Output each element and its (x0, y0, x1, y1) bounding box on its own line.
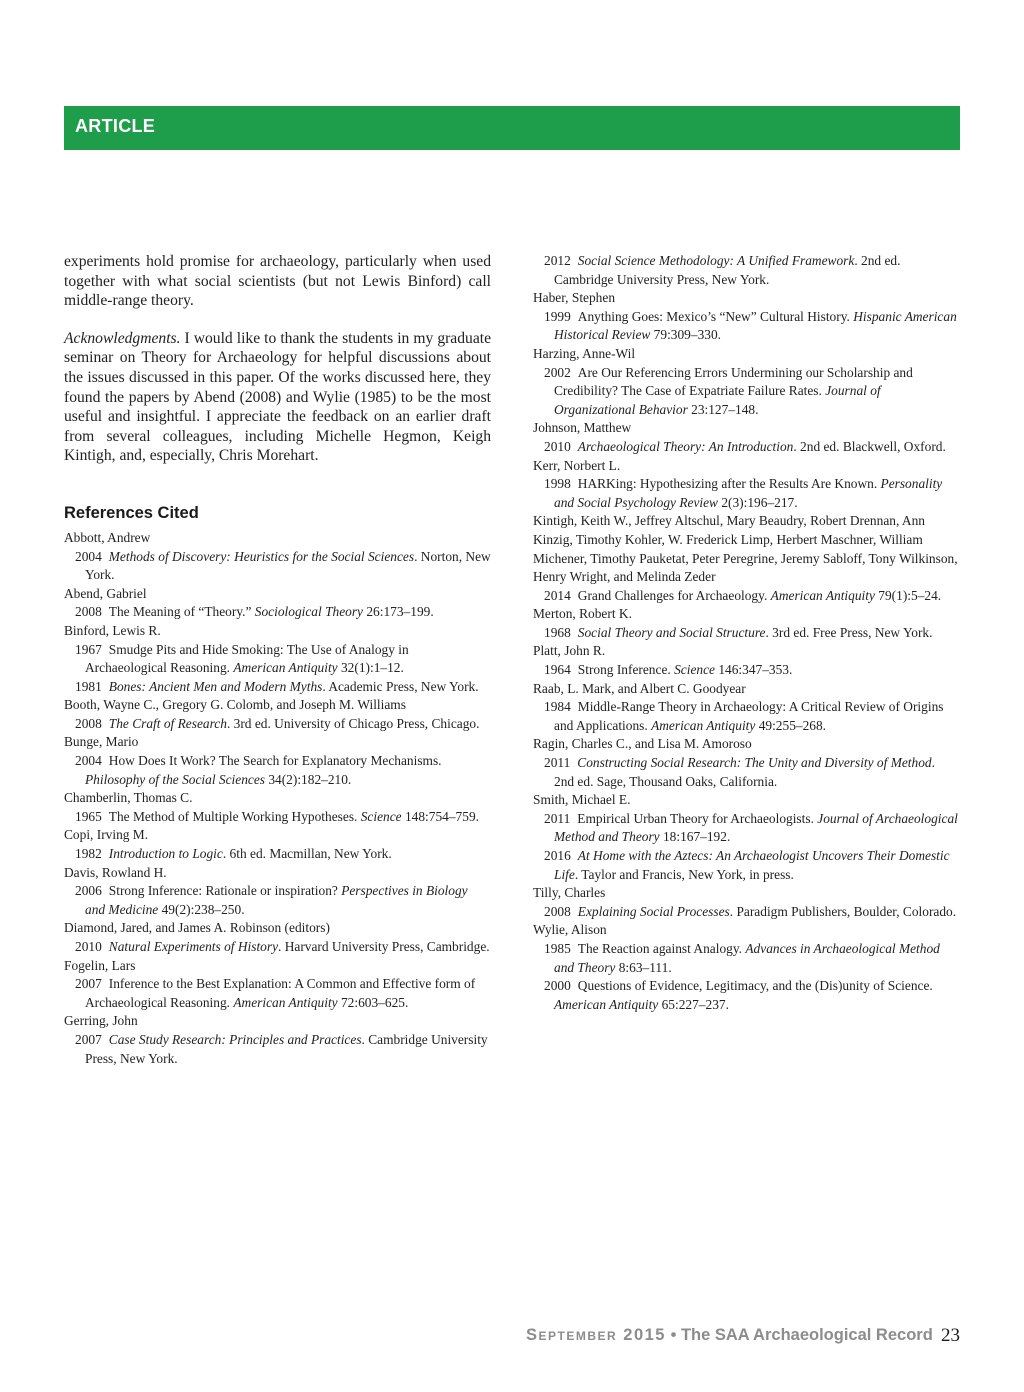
reference-entry (533, 308, 958, 345)
reference-author: Kintigh, Keith W., Jeffrey Altschul, Mary Beaudry, Robert Drennan, Ann Kinzig, Timothy Kohler, W. Frederick Limp, Herbert Maschner, William Michener, Timothy Pauketat, Peter Peregrine, Jeremy Sabloff, Tony Wilkinson, Henry Wright, and Melinda Zeder (533, 513, 958, 585)
reference-year: 1968 (544, 624, 571, 640)
reference-citation: . 2nd ed. Blackwell, Oxford. (793, 438, 946, 454)
reference-italic-title: American Antiquity (770, 587, 875, 603)
body-paragraph: experiments hold promise for archaeology, particularly when used together with what social scientists (but not Lewis Binford) call middle-range theory. (64, 253, 491, 310)
reference-author: Binford, Lewis R. (64, 622, 161, 638)
reference-author: Copi, Irving M. (64, 827, 149, 843)
reference-entry (533, 364, 958, 420)
reference-year: 2007 (75, 976, 102, 992)
reference-year: 2000 (544, 978, 571, 994)
references-list-right (533, 252, 958, 1014)
reference-text: Strong Inference. (577, 662, 675, 678)
reference-italic-title: Explaining Social Processes (577, 903, 730, 919)
reference-entry (64, 603, 491, 622)
reference-author: Diamond, Jared, and James A. Robinson (editors) (64, 920, 330, 936)
reference-italic-title: At Home with the Aztecs: An Archaeologist Uncovers Their Domestic Life (554, 848, 950, 882)
reference-citation: 79(1):5–24. (874, 587, 942, 603)
reference-author: Bunge, Mario (64, 734, 139, 750)
reference-entry (64, 641, 491, 678)
reference-citation: . 6th ed. Macmillan, New York. (222, 846, 392, 862)
reference-entry (533, 847, 958, 884)
reference-citation: 18:167–192. (659, 829, 731, 845)
reference-italic-title: Social Science Methodology: A Unified Framework (577, 253, 855, 268)
reference-year: 1985 (544, 940, 571, 956)
page-footer (526, 1326, 960, 1352)
left-column (64, 252, 491, 1068)
reference-citation: . Academic Press, New York. (322, 678, 479, 694)
reference-year: 1965 (75, 808, 102, 824)
reference-text: How Does It Work? The Search for Explanatory Mechanisms. (108, 753, 442, 769)
reference-text: Anything Goes: Mexico’s “New” Cultural History. (577, 308, 854, 324)
reference-author: Smith, Michael E. (533, 792, 631, 808)
reference-citation: 49:255–268. (755, 717, 827, 733)
reference-citation: 65:227–237. (658, 996, 729, 1012)
reference-author: Raab, L. Mark, and Albert C. Goodyear (533, 680, 746, 696)
reference-entry (64, 1031, 491, 1068)
reference-citation: 2(3):196–217. (717, 494, 798, 510)
reference-entry (64, 808, 491, 827)
reference-citation: 23:127–148. (687, 401, 759, 417)
reference-year: 1998 (544, 476, 571, 492)
reference-entry (64, 678, 491, 697)
reference-citation: . Taylor and Francis, New York, in press. (574, 866, 794, 882)
reference-italic-title: Methods of Discovery: Heuristics for the Social Sciences (108, 548, 415, 564)
reference-citation: . Norton, New York. (85, 548, 491, 583)
reference-author: Merton, Robert K. (533, 606, 632, 622)
reference-citation: 26:173–199. (363, 604, 434, 620)
reference-italic-title: Bones: Ancient Men and Modern Myths (108, 678, 323, 694)
reference-italic-title: Advances in Archaeological Method and Theory (554, 940, 940, 975)
reference-citation: . Cambridge University Press, New York. (85, 1031, 488, 1066)
reference-author: Kerr, Norbert L. (533, 457, 621, 473)
reference-text: Strong Inference: Rationale or inspiration? (108, 883, 342, 899)
reference-italic-title: The Craft of Research (108, 715, 227, 731)
reference-italic-title: Social Theory and Social Structure (577, 624, 766, 640)
reference-citation: . 2nd ed. Sage, Thousand Oaks, California. (554, 755, 935, 789)
reference-italic-title: Science (674, 662, 715, 678)
reference-entry (533, 810, 958, 847)
reference-entry (533, 903, 958, 922)
acknowledgments-text: I would like to thank the students in my graduate seminar on Theory for Archaeology for helpful discussions about the issues discussed in this paper. Of the works discussed here, they found the papers by Abend (2008) and Wylie (1985) to be the most useful and insightful. I appreciate the feedback on an earlier draft from several colleagues, including Michelle Hegmon, Keigh Kintigh, and, especially, Chris Morehart. (64, 329, 491, 465)
reference-entry (533, 698, 958, 735)
reference-italic-title: American Antiquity (233, 660, 338, 676)
reference-author: Abend, Gabriel (64, 585, 147, 601)
reference-author: Fogelin, Lars (64, 957, 136, 973)
reference-year: 2016 (544, 848, 571, 863)
reference-citation: 8:63–111. (615, 959, 672, 975)
reference-italic-title: Sociological Theory (254, 604, 364, 620)
reference-author: Chamberlin, Thomas C. (64, 790, 193, 806)
reference-entry (64, 975, 491, 1012)
reference-citation: . Harvard University Press, Cambridge. (278, 939, 490, 954)
reference-citation: . 3rd ed. Free Press, New York. (765, 624, 933, 640)
reference-entry (64, 882, 491, 919)
reference-entry (533, 624, 958, 643)
reference-author: Booth, Wayne C., Gregory G. Colomb, and Joseph M. Williams (64, 697, 406, 713)
reference-text: The Meaning of “Theory.” (108, 604, 255, 620)
reference-author: Wylie, Alison (533, 922, 607, 938)
reference-entry (533, 587, 958, 606)
reference-year: 1967 (75, 641, 102, 657)
reference-entry (533, 661, 958, 680)
reference-italic-title: American Antiquity (554, 996, 659, 1012)
reference-entry (533, 252, 958, 289)
reference-author: Davis, Rowland H. (64, 864, 167, 880)
reference-italic-title: Archaeological Theory: An Introduction (577, 438, 794, 454)
reference-year: 1964 (544, 662, 571, 678)
reference-italic-title: American Antiquity (651, 717, 756, 733)
reference-italic-title: Constructing Social Research: The Unity and Diversity of Method (577, 755, 932, 771)
footer-journal: The SAA Archaeological Record (680, 1326, 933, 1344)
acknowledgments-lead: Acknowledgments. (64, 329, 181, 347)
footer-issue: September 2015 (526, 1326, 666, 1344)
reference-author: Abbott, Andrew (64, 529, 151, 545)
reference-author: Tilly, Charles (533, 885, 606, 901)
reference-citation: 34(2):182–210. (264, 771, 352, 787)
reference-italic-title: Journal of Archaeological Method and Theory (554, 810, 958, 845)
reference-author: Ragin, Charles C., and Lisa M. Amoroso (533, 736, 752, 752)
reference-italic-title: Natural Experiments of History (108, 939, 279, 954)
section-banner (64, 106, 960, 150)
reference-entry (533, 754, 958, 791)
reference-year: 1999 (544, 308, 571, 324)
reference-italic-title: Science (360, 808, 402, 824)
reference-text: Questions of Evidence, Legitimacy, and the (Dis)unity of Science. (577, 978, 933, 994)
reference-year: 2006 (75, 883, 102, 899)
reference-entry (64, 548, 491, 585)
reference-italic-title: American Antiquity (233, 994, 338, 1010)
reference-italic-title: Journal of Organizational Behavior (554, 383, 881, 417)
reference-year: 1982 (75, 846, 102, 862)
reference-text: Smudge Pits and Hide Smoking: The Use of Analogy in Archaeological Reasoning. (85, 641, 409, 676)
reference-italic-title: Case Study Research: Principles and Practices (108, 1031, 362, 1047)
reference-citation: . 3rd ed. University of Chicago Press, Chicago. (226, 715, 480, 731)
reference-year: 2014 (544, 587, 571, 603)
reference-citation: . Paradigm Publishers, Boulder, Colorado. (729, 903, 957, 919)
reference-author: Johnson, Matthew (533, 420, 632, 436)
reference-citation: 79:309–330. (650, 327, 722, 343)
reference-citation: 148:754–759. (401, 808, 479, 824)
reference-year: 2008 (544, 903, 571, 919)
reference-entry (533, 475, 958, 512)
reference-italic-title: Perspectives in Biology and Medicine (85, 883, 468, 917)
reference-year: 2007 (75, 1031, 102, 1047)
reference-year: 2008 (75, 604, 102, 620)
reference-author: Platt, John R. (533, 643, 606, 659)
reference-author: Gerring, John (64, 1013, 138, 1029)
reference-text: Inference to the Best Explanation: A Common and Effective form of Archaeological Reasoning. (85, 976, 476, 1010)
reference-text: Middle-Range Theory in Archaeology: A Critical Review of Origins and Applications. (554, 699, 944, 733)
right-column (533, 252, 958, 1014)
reference-year: 2011 (544, 810, 571, 826)
reference-year: 2011 (544, 755, 571, 771)
reference-citation: 72:603–625. (337, 994, 409, 1010)
reference-italic-title: Personality and Social Psychology Review (554, 476, 943, 510)
reference-author: Haber, Stephen (533, 290, 616, 306)
reference-citation: 32(1):1–12. (337, 660, 404, 676)
reference-text: HARKing: Hypothesizing after the Results Are Known. (577, 476, 881, 492)
reference-entry (533, 940, 958, 977)
section-label: ARTICLE (75, 116, 156, 136)
reference-year: 2008 (75, 715, 102, 731)
reference-citation: 146:347–353. (714, 662, 793, 678)
reference-year: 2012 (544, 253, 571, 268)
references-list-left (64, 529, 491, 1068)
reference-italic-title: Philosophy of the Social Sciences (85, 771, 265, 787)
reference-entry (533, 977, 958, 1014)
reference-text: Are Our Referencing Errors Undermining our Scholarship and Credibility? The Case of Expatriate Failure Rates. (554, 364, 913, 399)
reference-citation: 49(2):238–250. (158, 901, 245, 917)
reference-italic-title: Hispanic American Historical Review (554, 308, 957, 343)
reference-year: 2004 (75, 753, 102, 769)
reference-text: Grand Challenges for Archaeology. (577, 587, 771, 603)
reference-entry (64, 752, 491, 789)
references-heading: References Cited (64, 503, 199, 522)
reference-entry (64, 715, 491, 734)
reference-entry (64, 938, 491, 957)
reference-year: 2002 (544, 364, 571, 380)
reference-year: 1981 (75, 678, 102, 694)
reference-entry (533, 438, 958, 457)
reference-year: 2010 (75, 939, 102, 954)
reference-year: 1984 (544, 699, 571, 715)
reference-year: 2004 (75, 548, 102, 564)
acknowledgments-paragraph (64, 329, 491, 466)
reference-text: Empirical Urban Theory for Archaeologists. (577, 810, 818, 826)
reference-text: The Method of Multiple Working Hypotheses. (108, 808, 361, 824)
reference-entry (64, 845, 491, 864)
footer-separator: • (665, 1326, 681, 1344)
reference-italic-title: Introduction to Logic (108, 846, 223, 862)
reference-citation: . 2nd ed. Cambridge University Press, New York. (554, 253, 901, 287)
reference-author: Harzing, Anne-Wil (533, 345, 636, 361)
reference-text: The Reaction against Analogy. (577, 940, 746, 956)
page-number: 23 (941, 1325, 960, 1346)
reference-year: 2010 (544, 438, 571, 454)
